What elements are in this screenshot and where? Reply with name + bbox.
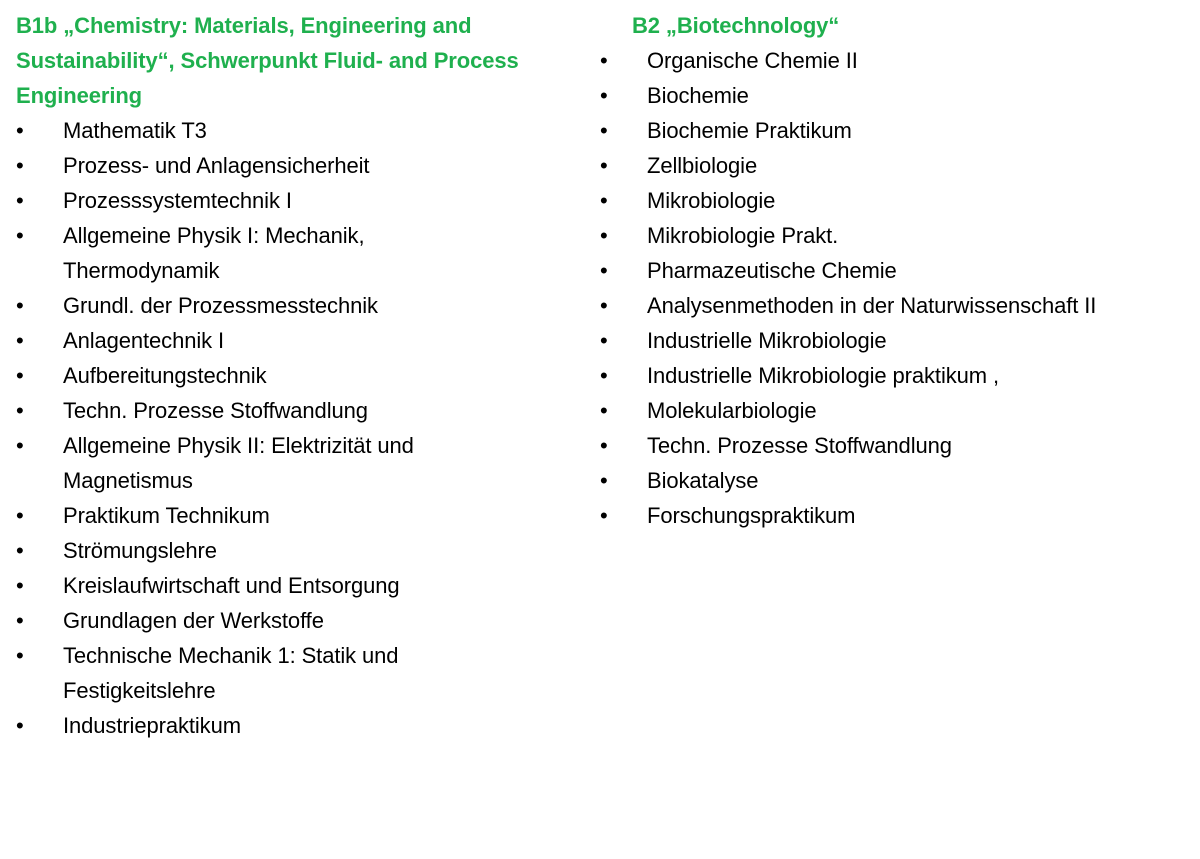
- list-item: [600, 148, 1192, 183]
- list-item: [600, 78, 1192, 113]
- bullet-icon: •: [16, 223, 24, 248]
- list-item: [16, 603, 586, 638]
- list-item-label: Praktikum Technikum: [63, 503, 270, 528]
- list-item-label: Technische Mechanik 1: Statik und Festigkeitslehre: [63, 643, 399, 703]
- list-item: [16, 148, 586, 183]
- list-item: [16, 113, 586, 148]
- bullet-icon: •: [600, 328, 608, 353]
- list-item-label: Mikrobiologie: [647, 188, 776, 213]
- list-item-label: Zellbiologie: [647, 153, 758, 178]
- bullet-icon: •: [16, 328, 24, 353]
- bullet-icon: •: [16, 118, 24, 143]
- list-item: [600, 43, 1192, 78]
- bullet-icon: •: [600, 223, 608, 248]
- list-item-label: Allgemeine Physik I: Mechanik, Thermodynamik: [63, 223, 365, 283]
- bullet-icon: •: [600, 503, 608, 528]
- list-item: [16, 323, 586, 358]
- bullet-icon: •: [16, 573, 24, 598]
- list-item: [16, 428, 493, 498]
- list-item-label: Anlagentechnik I: [63, 328, 225, 353]
- list-item-label: Kreislaufwirtschaft und Entsorgung: [63, 573, 400, 598]
- list-item-label: Analysenmethoden in der Naturwissenschaft II: [647, 293, 1097, 318]
- left-item-list: [16, 113, 586, 743]
- list-item: [600, 358, 1192, 393]
- list-item-label: Strömungslehre: [63, 538, 217, 563]
- list-item-label: Industriepraktikum: [63, 713, 241, 738]
- list-item-label: Prozesssystemtechnik I: [63, 188, 292, 213]
- bullet-icon: •: [600, 363, 608, 388]
- bullet-icon: •: [600, 153, 608, 178]
- list-item: [16, 498, 586, 533]
- list-item: [16, 183, 586, 218]
- list-item-label: Mathematik T3: [63, 118, 207, 143]
- bullet-icon: •: [600, 188, 608, 213]
- list-item-label: Molekularbiologie: [647, 398, 817, 423]
- left-column: [16, 8, 586, 743]
- list-item: [16, 358, 586, 393]
- bullet-icon: •: [16, 713, 24, 738]
- list-item: [600, 428, 1192, 463]
- list-item-label: Industrielle Mikrobiologie praktikum ,: [647, 363, 1000, 388]
- bullet-icon: •: [600, 48, 608, 73]
- list-item-label: Biokatalyse: [647, 468, 759, 493]
- bullet-icon: •: [600, 293, 608, 318]
- list-item: [600, 113, 1192, 148]
- bullet-icon: •: [600, 433, 608, 458]
- bullet-icon: •: [16, 643, 24, 668]
- list-item-label: Prozess- und Anlagensicherheit: [63, 153, 370, 178]
- list-item: [600, 183, 1192, 218]
- list-item: [600, 253, 1192, 288]
- bullet-icon: •: [16, 503, 24, 528]
- bullet-icon: •: [600, 118, 608, 143]
- list-item: [16, 393, 586, 428]
- right-item-list: [600, 43, 1192, 533]
- list-item-label: Forschungspraktikum: [647, 503, 856, 528]
- list-item-label: Allgemeine Physik II: Elektrizität und Magnetismus: [63, 433, 414, 493]
- bullet-icon: •: [16, 153, 24, 178]
- list-item: [600, 498, 1192, 533]
- bullet-icon: •: [16, 538, 24, 563]
- bullet-icon: •: [600, 83, 608, 108]
- list-item: [16, 218, 413, 288]
- bullet-icon: •: [16, 363, 24, 388]
- list-item: [600, 288, 1192, 323]
- bullet-icon: •: [16, 293, 24, 318]
- list-item-label: Aufbereitungstechnik: [63, 363, 267, 388]
- list-item-label: Mikrobiologie Prakt.: [647, 223, 839, 248]
- list-item: [600, 323, 1192, 358]
- bullet-icon: •: [16, 608, 24, 633]
- bullet-icon: •: [16, 433, 24, 458]
- list-item: [16, 638, 473, 708]
- list-item-label: Grundlagen der Werkstoffe: [63, 608, 324, 633]
- list-item: [16, 568, 586, 603]
- list-item: [600, 393, 1192, 428]
- list-item: [16, 533, 586, 568]
- bullet-icon: •: [16, 398, 24, 423]
- right-column: [600, 8, 1192, 533]
- list-item-label: Biochemie: [647, 83, 749, 108]
- bullet-icon: •: [600, 468, 608, 493]
- list-item-label: Industrielle Mikrobiologie: [647, 328, 887, 353]
- right-heading: B2 „Biotechnology“: [632, 13, 840, 38]
- list-item: [600, 463, 1192, 498]
- list-item: [600, 218, 1192, 253]
- bullet-icon: •: [600, 398, 608, 423]
- list-item-label: Techn. Prozesse Stoffwandlung: [647, 433, 952, 458]
- left-heading: B1b „Chemistry: Materials, Engineering and Sustainability“, Schwerpunkt Fluid- and Process Engineering: [16, 13, 519, 108]
- list-item-label: Pharmazeutische Chemie: [647, 258, 897, 283]
- list-item: [16, 288, 586, 323]
- bullet-icon: •: [16, 188, 24, 213]
- list-item-label: Biochemie Praktikum: [647, 118, 852, 143]
- list-item: [16, 708, 586, 743]
- list-item-label: Techn. Prozesse Stoffwandlung: [63, 398, 368, 423]
- list-item-label: Grundl. der Prozessmesstechnik: [63, 293, 378, 318]
- list-item-label: Organische Chemie II: [647, 48, 858, 73]
- bullet-icon: •: [600, 258, 608, 283]
